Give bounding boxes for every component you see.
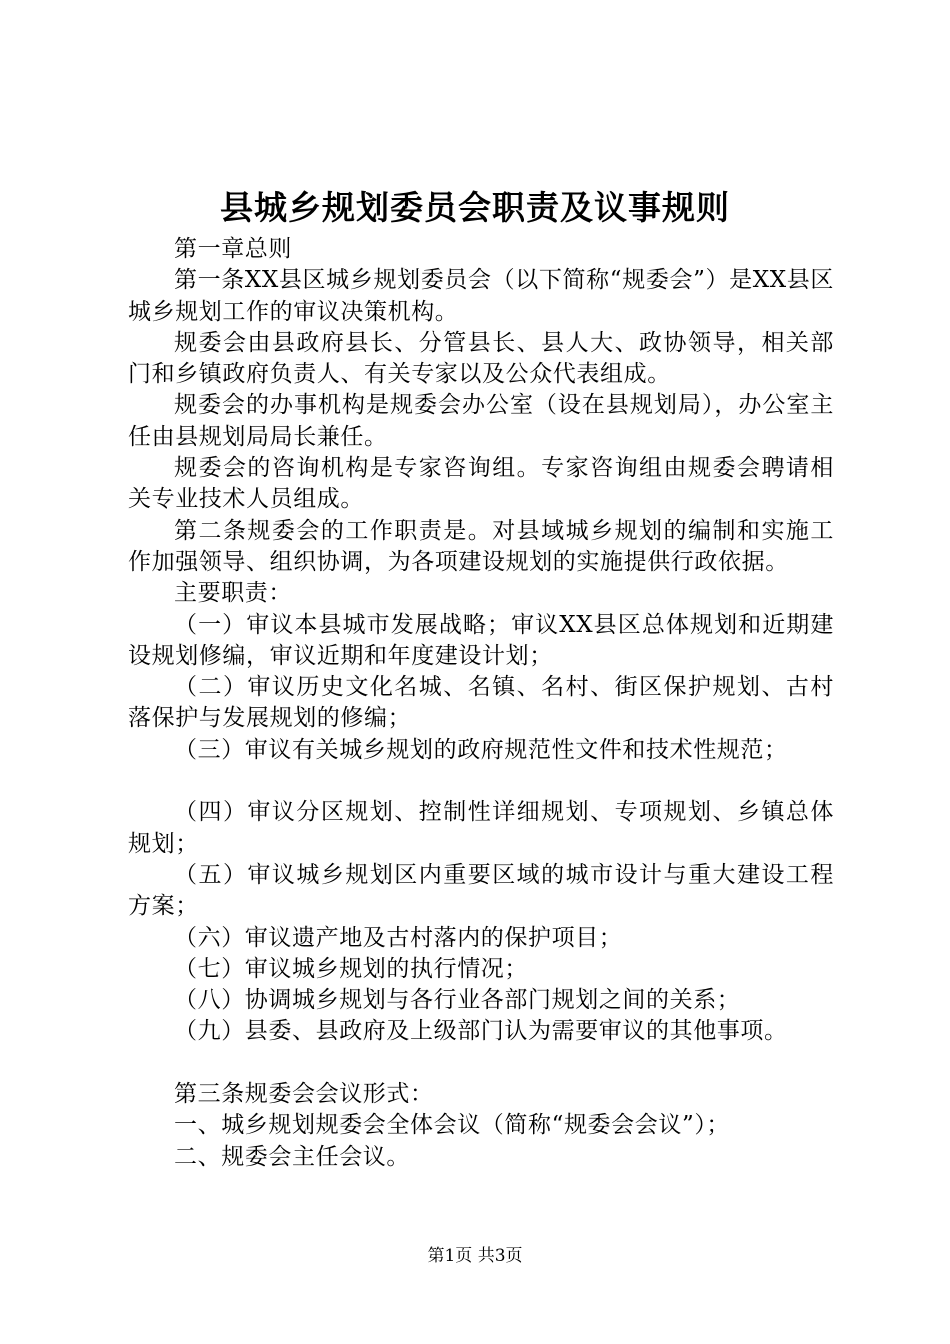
duty-item: （四）审议分区规划、控制性详细规划、专项规划、乡镇总体规划； bbox=[128, 799, 834, 857]
document-title: 县城乡规划委员会职责及议事规则 bbox=[220, 188, 730, 227]
duty-item: （一）审议本县城市发展战略；审议XX县区总体规划和近期建设规划修编，审议近期和年度建设计划； bbox=[128, 611, 834, 669]
duty-item: （七）审议城乡规划的执行情况； bbox=[174, 955, 528, 982]
duty-item: （九）县委、县政府及上级部门认为需要审议的其他事项。 bbox=[174, 1018, 788, 1045]
meeting-form-item: 一、城乡规划规委会全体会议（简称“规委会会议”）； bbox=[174, 1112, 731, 1139]
meeting-form-item: 二、规委会主任会议。 bbox=[174, 1143, 410, 1170]
duty-item: （八）协调城乡规划与各行业各部门规划之间的关系； bbox=[174, 987, 741, 1014]
duty-item: （二）审议历史文化名城、名镇、名村、街区保护规划、古村落保护与发展规划的修编； bbox=[128, 674, 834, 732]
paragraph-composition: 规委会由县政府县长、分管县长、县人大、政协领导，相关部门和乡镇政府负责人、有关专家以及公众代表组成。 bbox=[128, 329, 834, 388]
main-duties-heading: 主要职责： bbox=[174, 580, 292, 607]
paragraph-office: 规委会的办事机构是规委会办公室（设在县规划局），办公室主任由县规划局局长兼任。 bbox=[128, 392, 834, 450]
article-1: 第一条XX县区城乡规划委员会（以下简称“规委会”）是XX县区城乡规划工作的审议决策机构。 bbox=[128, 267, 834, 325]
chapter-heading: 第一章总则 bbox=[174, 236, 292, 262]
article-3: 第三条规委会会议形式： bbox=[174, 1081, 434, 1108]
paragraph-advisory: 规委会的咨询机构是专家咨询组。专家咨询组由规委会聘请相关专业技术人员组成。 bbox=[128, 455, 834, 513]
article-2: 第二条规委会的工作职责是。对县域城乡规划的编制和实施工作加强领导、组织协调，为各项建设规划的实施提供行政依据。 bbox=[128, 517, 834, 575]
page-number: 第1页 共3页 bbox=[427, 1246, 523, 1266]
duty-item: （六）审议遗产地及古村落内的保护项目； bbox=[174, 924, 623, 951]
document-body bbox=[128, 234, 834, 1173]
duty-item: （三）审议有关城乡规划的政府规范性文件和技术性规范； bbox=[174, 736, 788, 763]
duty-item: （五）审议城乡规划区内重要区域的城市设计与重大建设工程方案； bbox=[128, 861, 834, 920]
